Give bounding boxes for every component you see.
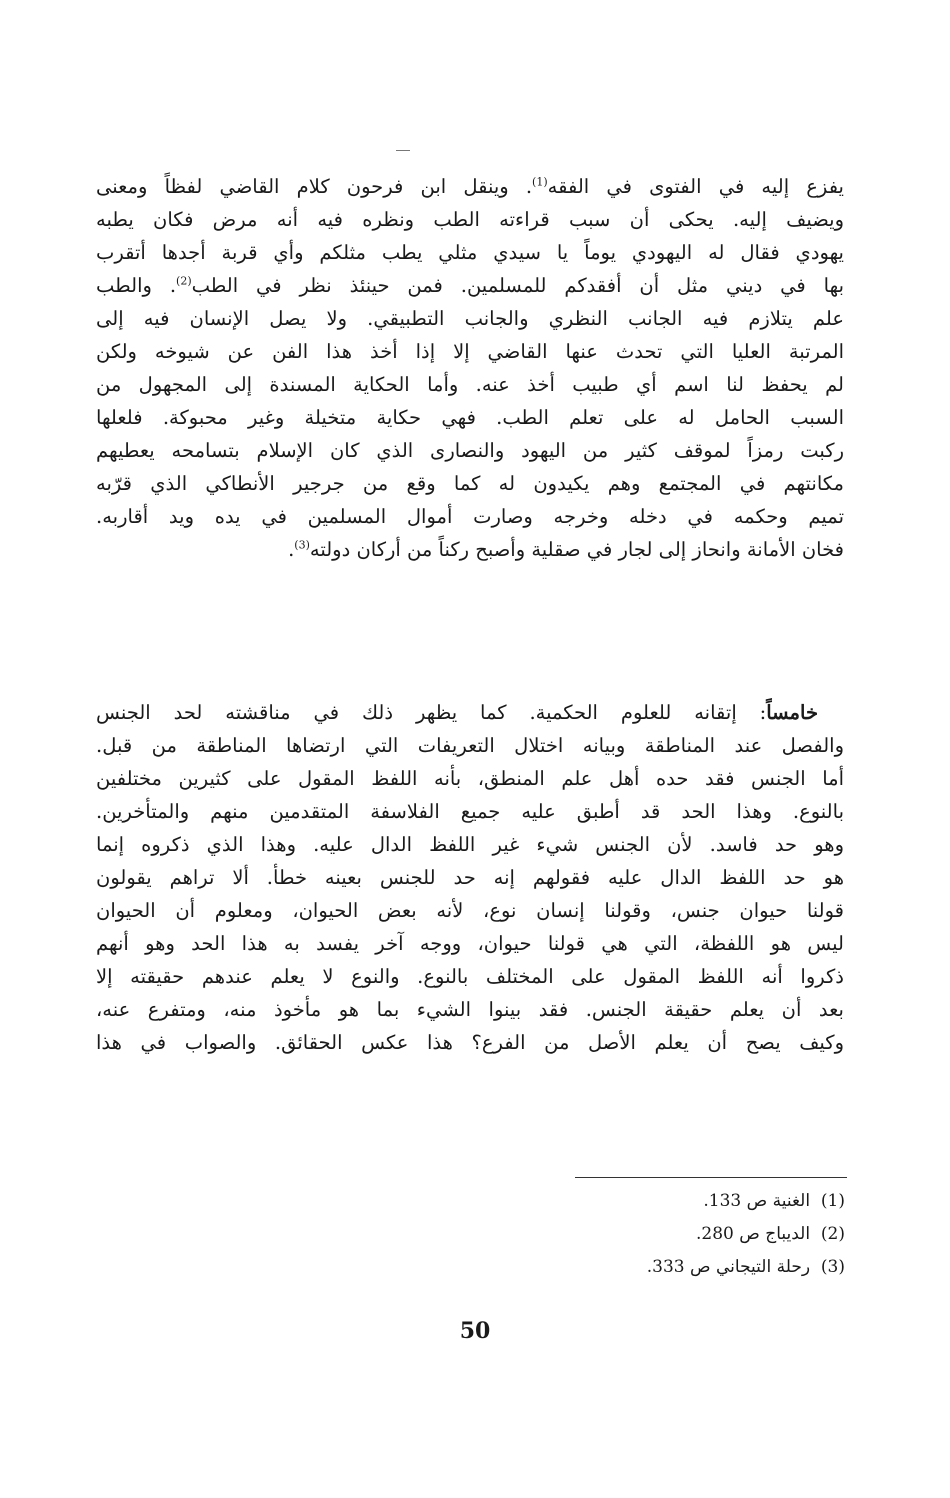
text-line: يهودي فقال له اليهودي يوماً يا سيدي مثلي يطب مثلكم وأي قربة أجدها أتقرب bbox=[96, 241, 844, 264]
top-dash bbox=[396, 150, 410, 151]
text-segment: . والطب bbox=[96, 274, 177, 297]
paragraph-1 bbox=[96, 170, 844, 566]
text-line: والفصل عند المناطقة وبيانه اختلال التعريفات التي ارتضاها المناطقة من قبل. bbox=[96, 734, 844, 757]
footnote-separator bbox=[575, 1177, 847, 1178]
text-line: المرتبة العليا التي تحدث عنها القاضي إلا إذا أخذ هذا الفن عن شيوخه ولكن bbox=[96, 340, 844, 363]
text-line: ركبت رمزاً لموقف كثير من اليهود والنصارى الذي كان الإسلام بتسامحه يعطيهم bbox=[96, 439, 844, 462]
footnote-item bbox=[540, 1218, 845, 1251]
paragraph-lead: خامساً bbox=[766, 701, 818, 724]
text-line: مكانتهم في المجتمع وهم يكيدون له كما وقع من جرجير الأنطاكي الذي قرّبه bbox=[96, 472, 844, 495]
text-line: قولنا حيوان جنس، وقولنا إنسان نوع، لأنه بعض الحيوان، ومعلوم أن الحيوان bbox=[96, 899, 844, 922]
text-segment: . bbox=[288, 538, 295, 561]
text-line: تميم وحكمه في دخله وخرجه وصارت أموال المسلمين في يده ويد أقاربه. bbox=[96, 505, 844, 528]
text-line bbox=[96, 696, 844, 729]
paragraph-2 bbox=[96, 696, 844, 1059]
text-line: علم يتلازم فيه الجانب النظري والجانب التطبيقي. ولا يصل الإنسان فيه إلى bbox=[96, 307, 844, 330]
text-segment: يفزع إليه في الفتوى في الفقه bbox=[547, 175, 844, 198]
text-line: وهو حد فاسد. لأن الجنس شيء غير اللفظ الدال عليه. وهذا الذي ذكروه إنما bbox=[96, 833, 844, 856]
text-line: أما الجنس فقد حده أهل علم المنطق، بأنه اللفظ المقول على كثيرين مختلفين bbox=[96, 767, 844, 790]
text-line: بالنوع. وهذا الحد قد أطبق عليه جميع الفلاسفة المتقدمين منهم والمتأخرين. bbox=[96, 800, 844, 823]
text-line: هو حد اللفظ الدال عليه فقولهم إنه حد للجنس بعينه خطأ. ألا تراهم يقولون bbox=[96, 866, 844, 889]
text-line: ذكروا أنه اللفظ المقول على المختلف بالنوع. والنوع لا يعلم عندهم حقيقته إلا bbox=[96, 965, 844, 988]
footnote-text: رحلة التيجاني ص 333. bbox=[646, 1257, 811, 1277]
page-number: 50 bbox=[459, 1318, 491, 1344]
text-line: وكيف يصح أن يعلم الأصل من الفرع؟ هذا عكس الحقائق. والصواب في هذا bbox=[96, 1031, 844, 1054]
text-line bbox=[96, 269, 844, 302]
footnote-item bbox=[540, 1185, 845, 1218]
footnote-text: الديباج ص 280. bbox=[696, 1224, 811, 1244]
text-segment: فخان الأمانة وانحاز إلى لجار في صقلية وأصبح ركناً من أركان دولته bbox=[309, 538, 844, 561]
text-line: ويضيف إليه. يحكى أن سبب قراءته الطب ونظره فيه أنه مرض فكان يطبه bbox=[96, 208, 844, 231]
text-line: لم يحفظ لنا اسم أي طبيب أخذ عنه. وأما الحكاية المسندة إلى المجهول من bbox=[96, 373, 844, 396]
footnote-ref: (3) bbox=[294, 538, 310, 552]
text-segment: : إتقانه للعلوم الحكمية. كما يظهر ذلك في مناقشته لحد الجنس bbox=[96, 701, 767, 724]
footnote-ref: (1) bbox=[532, 175, 548, 189]
text-line: بعد أن يعلم حقيقة الجنس. فقد بينوا الشيء بما هو مأخوذ منه، ومتفرع عنه، bbox=[96, 998, 844, 1021]
footnote-number: (1) bbox=[820, 1191, 845, 1211]
footnote-number: (2) bbox=[820, 1224, 845, 1244]
footnote-item bbox=[540, 1251, 845, 1284]
text-line bbox=[96, 170, 844, 203]
text-segment: بها في ديني مثل أن أفقدكم للمسلمين. فمن حينئذ نظر في الطب bbox=[191, 274, 844, 297]
text-line bbox=[96, 533, 844, 566]
text-segment: . وينقل ابن فرحون كلام القاضي لفظاً ومعنى bbox=[96, 175, 533, 198]
footnote-text: الغنية ص 133. bbox=[703, 1191, 811, 1211]
text-line: ليس هو اللفظة، التي هي قولنا حيوان، ووجه آخر يفسد به هذا الحد وهو أنهم bbox=[96, 932, 844, 955]
footnote-ref: (2) bbox=[176, 274, 192, 288]
footnotes bbox=[540, 1185, 845, 1284]
footnote-number: (3) bbox=[820, 1257, 845, 1277]
text-line: السبب الحامل له على تعلم الطب. فهي حكاية متخيلة وغير محبوكة. فلعلها bbox=[96, 406, 844, 429]
